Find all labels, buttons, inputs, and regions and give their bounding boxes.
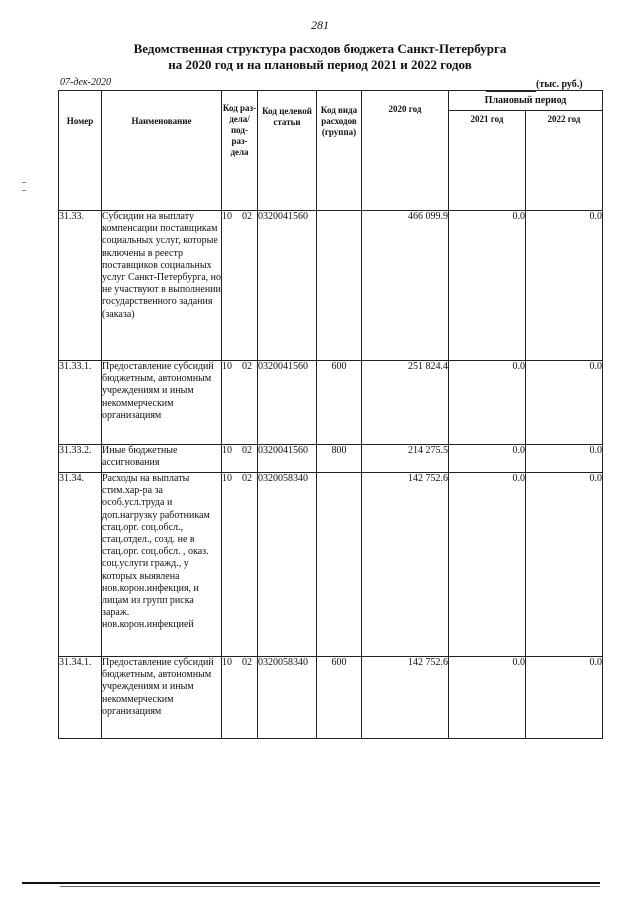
- document-title: [0, 41, 640, 73]
- row-razdel: [222, 657, 258, 739]
- row-value-2020: 251 824.4: [362, 361, 449, 445]
- row-target-article: 0320058340: [258, 657, 317, 739]
- row-name: Расходы на выплаты стим.хар-ра за особ.усл.труда и доп.нагрузку работникам стац.орг. соц.обсл., стац.отдел., созд. не в стац.орг. соц.обсл. , оказ. соц.услуги гражд., у которых выявлена нов.корон.инфекция, и лицам из групп риска зараж. нов.корон.инфекцией: [102, 473, 222, 657]
- header-number: Номер: [59, 91, 102, 211]
- row-name: Предоставление субсидий бюджетным, автономным учреждениям и иным некоммерческим организациям: [102, 361, 222, 445]
- row-expense-type: [317, 211, 362, 361]
- row-value-2022: 0.0: [526, 473, 603, 657]
- row-number: 31.33.2.: [59, 445, 102, 473]
- row-value-2022: 0.0: [526, 361, 603, 445]
- units-label: (тыс. руб.): [536, 79, 583, 90]
- header-year-2020: 2020 год: [362, 91, 449, 211]
- header-name: Наименование: [102, 91, 222, 211]
- row-razdel: [222, 473, 258, 657]
- row-expense-type: 800: [317, 445, 362, 473]
- table-row: [59, 473, 603, 657]
- row-number: 31.34.1.: [59, 657, 102, 739]
- document-date: 07-дек-2020: [60, 77, 111, 88]
- table-row: [59, 657, 603, 739]
- row-target-article: 0320041560: [258, 361, 317, 445]
- table-row: [59, 445, 603, 473]
- row-razdel: [222, 211, 258, 361]
- row-value-2020: 142 752.6: [362, 473, 449, 657]
- row-razdel: [222, 361, 258, 445]
- title-line-1: Ведомственная структура расходов бюджета Санкт-Петербурга: [133, 41, 507, 56]
- razdel-code: 10: [222, 211, 232, 222]
- row-target-article: 0320041560: [258, 445, 317, 473]
- row-target-article: 0320058340: [258, 473, 317, 657]
- row-target-article: 0320041560: [258, 211, 317, 361]
- row-value-2020: 214 275.5: [362, 445, 449, 473]
- table-row: [59, 361, 603, 445]
- header-expense-type: Код вида расходов (группа): [317, 91, 362, 211]
- podrazdel-code: 02: [242, 361, 252, 372]
- row-value-2020: 142 752.6: [362, 657, 449, 739]
- title-line-2: на 2020 год и на плановый период 2021 и 2022 годов: [168, 57, 472, 72]
- razdel-code: 10: [222, 473, 232, 484]
- header-target-article: Код целевой статьи: [258, 91, 317, 211]
- header-planned-period: Плановый период: [449, 91, 603, 111]
- podrazdel-code: 02: [242, 473, 252, 484]
- row-number: 31.33.: [59, 211, 102, 361]
- budget-table: [58, 90, 603, 739]
- row-value-2022: 0.0: [526, 445, 603, 473]
- row-value-2021: 0.0: [449, 211, 526, 361]
- table-row: [59, 211, 603, 361]
- row-value-2021: 0.0: [449, 657, 526, 739]
- row-value-2022: 0.0: [526, 657, 603, 739]
- podrazdel-code: 02: [242, 445, 252, 456]
- row-expense-type: [317, 473, 362, 657]
- bottom-rule: [22, 882, 600, 884]
- razdel-code: 10: [222, 361, 232, 372]
- row-expense-type: 600: [317, 657, 362, 739]
- row-name: Иные бюджетные ассигнования: [102, 445, 222, 473]
- row-value-2020: 466 099.9: [362, 211, 449, 361]
- razdel-code: 10: [222, 657, 232, 668]
- header-year-2022: 2022 год: [526, 111, 603, 211]
- row-razdel: [222, 445, 258, 473]
- margin-mark: [22, 182, 26, 183]
- row-value-2021: 0.0: [449, 361, 526, 445]
- row-value-2021: 0.0: [449, 473, 526, 657]
- row-name: Предоставление субсидий бюджетным, автономным учреждениям и иным некоммерческим организациям: [102, 657, 222, 739]
- row-number: 31.34.: [59, 473, 102, 657]
- page-number: 281: [311, 18, 329, 32]
- row-number: 31.33.1.: [59, 361, 102, 445]
- header-year-2021: 2021 год: [449, 111, 526, 211]
- row-name: Субсидии на выплату компенсации поставщикам социальных услуг, которые включены в реестр поставщиков социальных услуг Санкт-Петербурга, но не участвуют в выполнении государственного задания (заказа): [102, 211, 222, 361]
- row-value-2021: 0.0: [449, 445, 526, 473]
- podrazdel-code: 02: [242, 211, 252, 222]
- row-value-2022: 0.0: [526, 211, 603, 361]
- header-razdel: Код раз- дела/ под- раз- дела: [222, 91, 258, 211]
- bottom-rule-thin: [60, 886, 600, 887]
- razdel-code: 10: [222, 445, 232, 456]
- row-expense-type: 600: [317, 361, 362, 445]
- margin-mark: [22, 190, 26, 191]
- podrazdel-code: 02: [242, 657, 252, 668]
